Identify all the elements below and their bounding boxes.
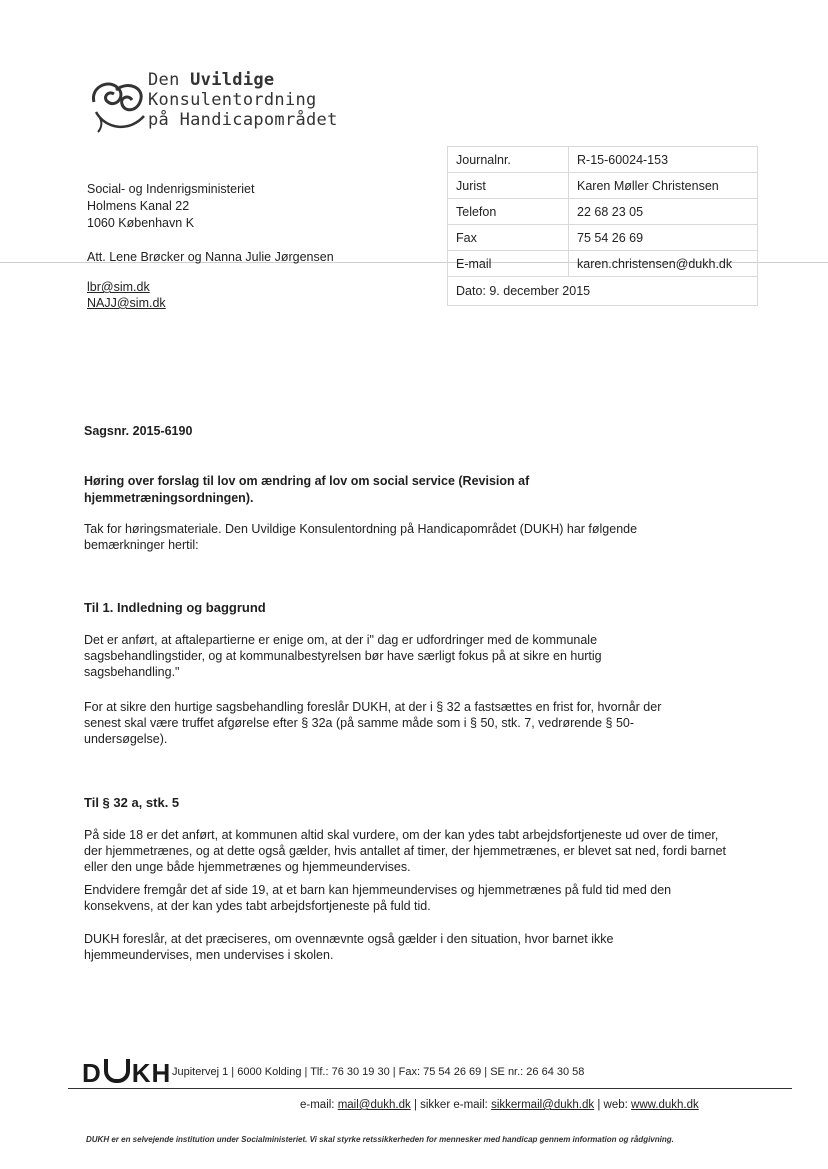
case-number: Sagsnr. 2015-6190 [84,424,193,438]
logo-line3: på Handicapområdet [148,110,338,130]
info-row-email [448,251,758,277]
info-value: Karen Møller Christensen [569,173,758,199]
dukh-logo-swirl-icon [86,72,150,136]
footer-tagline: DUKH er en selvejende institution under Socialministeriet. Vi skal styrke retssikkerheden for mennesker med handicap gennem information og rådgivning. [86,1135,674,1144]
footer-email-link[interactable]: mail@dukh.dk [337,1099,411,1111]
info-label: Journalnr. [448,147,569,173]
info-label: Fax [448,225,569,251]
section2-paragraph: På side 18 er det anført, at kommunen altid skal vurdere, om der kan ydes tabt arbejdsfortjeneste ud over de timer, der hjemmetrænes, og at dette også gælder, hvis antallet af timer, der hjemmetrænes, er blevet sat ned, fordi barnet eller den unge både hjemmetrænes og hjemmeundervises. [84,828,726,874]
info-row-fax [448,225,758,251]
recipient-address [87,181,254,232]
section2-heading: Til § 32 a, stk. 5 [84,795,180,810]
logo-line1-light: Den [148,70,191,90]
info-value: 22 68 23 05 [569,199,758,225]
section2-paragraph: DUKH foreslår, at det præciseres, om ovennævnte også gælder i den situation, hvor barnet ikke hjemmeundervises, men undervises i skolen. [84,932,614,962]
info-row-phone [448,199,758,225]
info-row-journal [448,147,758,173]
case-info-table [447,146,758,306]
section1-heading: Til 1. Indledning og baggrund [84,600,266,615]
recipient-org: Social- og Indenrigsministeriet [87,182,255,196]
footer-address: Jupitervej 1 | 6000 Kolding | Tlf.: 76 30 19 30 | Fax: 75 54 26 69 | SE nr.: 26 64 30 58 [172,1066,585,1078]
info-label: Jurist [448,173,569,199]
footer-contact [300,1099,699,1111]
web-label: | web: [594,1099,632,1111]
section1-paragraph: Det er anført, at aftalepartierne er enige om, at der i" dag er udfordringer med de kommunale sagsbehandlingstider, og at kommunalbestyrelsen bør have særligt fokus på at sikre en hurtig sagsbehandling." [84,633,602,679]
brand-letters: KH [131,1058,172,1088]
logo-line2: Konsulentordning [148,90,317,110]
info-row-jurist [448,173,758,199]
info-value: karen.christensen@dukh.dk [569,251,758,277]
section1-paragraph: For at sikre den hurtige sagsbehandling foreslår DUKH, at der i § 32 a fastsættes en frist for, hvornår der senest skal være truffet afgørelse efter § 32a (på samme måde som i § 50, stk. 7, vedrørende § 50-undersøgelse). [84,700,662,746]
recipient-street: Holmens Kanal 22 [87,199,190,213]
footer-secure-email-link[interactable]: sikkermail@dukh.dk [491,1099,595,1111]
letter-date: Dato: 9. december 2015 [448,277,758,306]
info-label: E-mail [448,251,569,277]
info-label: Telefon [448,199,569,225]
dukh-footer-logo [82,1058,171,1089]
dukh-logo-wordmark [148,70,338,130]
brand-letter: D [82,1058,102,1088]
footer-web-link[interactable]: www.dukh.dk [631,1099,699,1111]
logo-line1-bold: Uvildige [190,70,275,90]
info-value: 75 54 26 69 [569,225,758,251]
secure-email-label: | sikker e-mail: [410,1099,492,1111]
info-value: R-15-60024-153 [569,147,758,173]
email-label: e-mail: [300,1099,338,1111]
recipient-emails [87,279,166,311]
recipient-email-link[interactable]: lbr@sim.dk [87,280,150,294]
footer-divider [68,1088,792,1089]
letter-subject: Høring over forslag til lov om ændring af lov om social service (Revision af hjemmetræningsordningen). [84,474,530,505]
recipient-email-link[interactable]: NAJJ@sim.dk [87,296,166,310]
info-row-date [448,277,758,306]
recipient-attention: Att. Lene Brøcker og Nanna Julie Jørgensen [87,250,334,264]
recipient-city: 1060 København K [87,216,195,230]
section2-paragraph: Endvidere fremgår det af side 19, at et barn kan hjemmeundervises og hjemmetrænes på fuld tid med den konsekvens, at der kan ydes tabt arbejdsfortjeneste på fuld tid. [84,883,672,913]
letter-intro: Tak for høringsmateriale. Den Uvildige Konsulentordning på Handicapområdet (DUKH) har følgende bemærkninger hertil: [84,522,638,552]
brand-u-icon [104,1059,130,1083]
